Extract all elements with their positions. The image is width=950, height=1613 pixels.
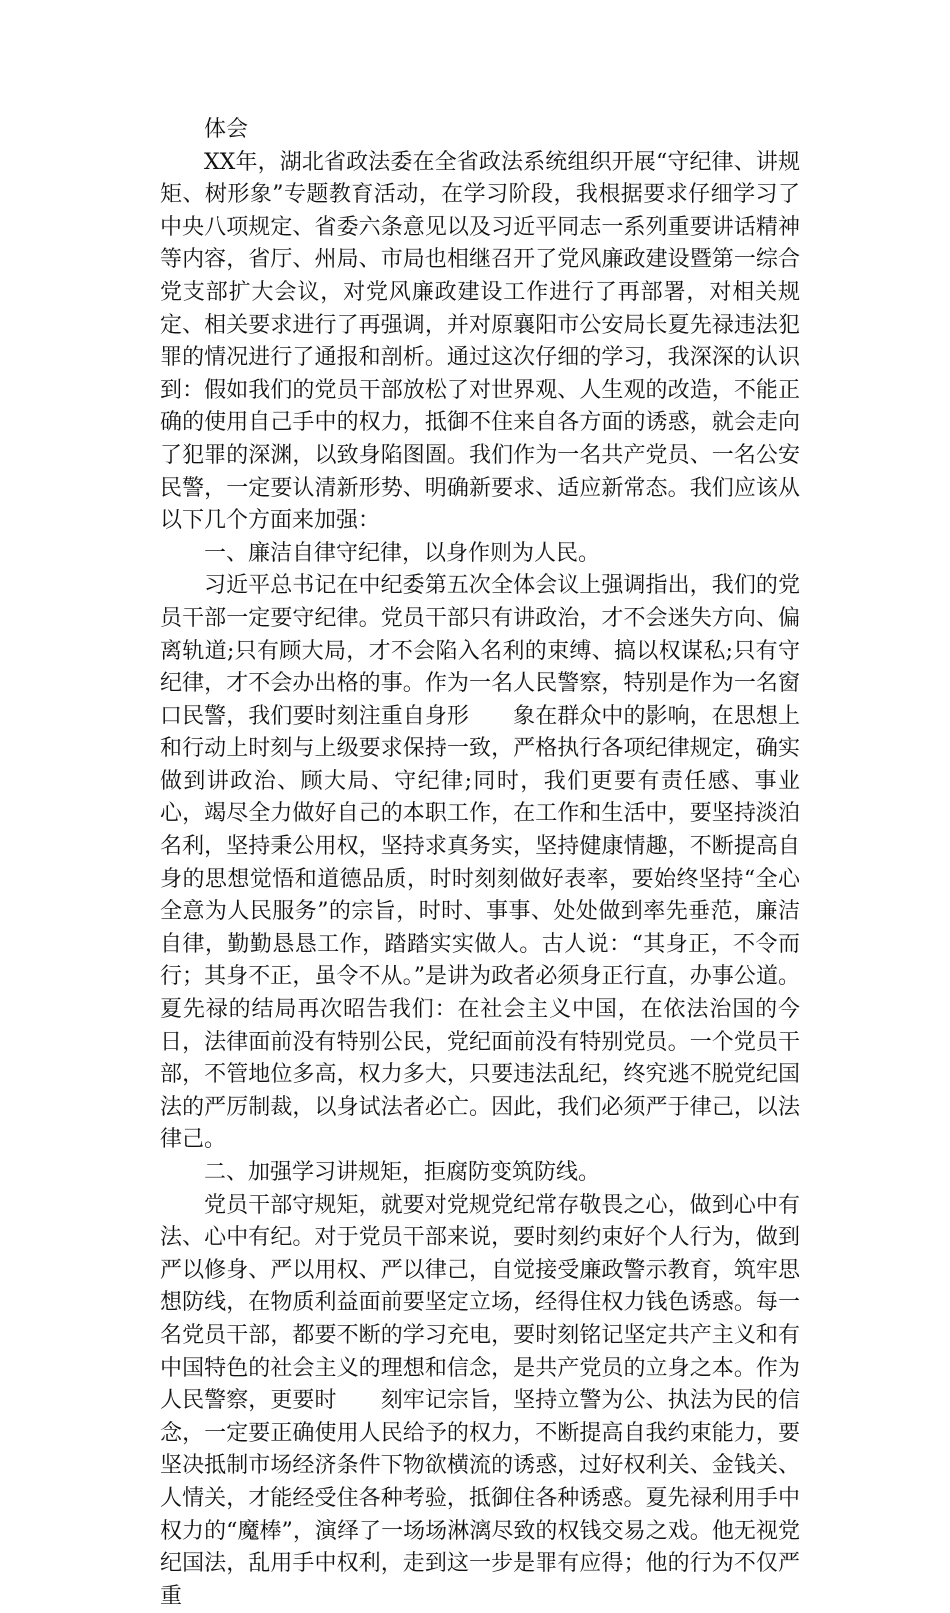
section-paragraph-1: 习近平总书记在中纪委第五次全体会议上强调指出，我们的党员干部一定要守纪律。党员干部只有讲政治，才不会迷失方向、偏离轨道;只有顾大局，才不会陷入名利的束缚、搞以权谋私;只有守纪律，才不会办出格的事。作为一名人民警察，特别是作为一名窗口民警，我们要时刻注重自身形 象在群众中的影响，在思想上和行动上时刻与上级要求保持一致，严格执行各项纪律规定，确实做到讲政治、顾大局、守纪律;同时，我们更要有责任感、事业心，竭尽全力做好自己的本职工作，在工作和生活中，要坚持淡泊名利，坚持秉公用权，坚持求真务实，坚持健康情趣，不断提高自身的思想觉悟和道德品质，时时刻刻做好表率，要始终坚持“全心全意为人民服务”的宗旨，时时、事事、处处做到率先垂范，廉洁自律，勤勤恳恳工作，踏踏实实做人。古人说：“其身正，不令而行；其身不正，虽令不从。”是讲为政者必须身正行直，办事公道。夏先禄的结局再次昭告我们：在社会主义中国，在依法治国的今日，法律面前没有特别公民，党纪面前没有特别党员。一个党员干部，不管地位多高，权力多大，只要违法乱纪，终究逃不脱党纪国法的严厉制裁，以身试法者必亡。因此，我们必须严于律己，以法律己。 <box>160 573 800 1153</box>
section-heading-2: 二、加强学习讲规矩，拒腐防变筑防线。 <box>204 1160 601 1185</box>
document-page <box>160 114 800 1613</box>
intro-paragraph: XX年，湖北省政法委在全省政法系统组织开展“守纪律、讲规矩、树形象”专题教育活动，在学习阶段，我根据要求仔细学习了中央八项规定、省委六条意见以及习近平同志一系列重要讲话精神等内容，省厅、州局、市局也相继召开了党风廉政建设暨第一综合党支部扩大会议，对党风廉政建设工作进行了再部署，对相关规定、相关要求进行了再强调，并对原襄阳市公安局长夏先禄违法犯罪的情况进行了通报和剖析。通过这次仔细的学习，我深深的认识到：假如我们的党员干部放松了对世界观、人生观的改造，不能正确的使用自己手中的权力，抵御不住来自各方面的诱惑，就会走向了犯罪的深渊，以致身陷图圄。我们作为一名共产党员、一名公安民警，一定要认清新形势、明确新要求、适应新常态。我们应该从以下几个方面来加强： <box>160 149 800 534</box>
document-title: 体会 <box>204 117 249 142</box>
section-heading-1: 一、廉洁自律守纪律，以身作则为人民。 <box>204 540 601 566</box>
section-paragraph-2: 党员干部守规矩，就要对党规党纪常存敬畏之心，做到心中有法、心中有纪。对于党员干部来说，要时刻约束好个人行为，做到严以修身、严以用权、严以律己，自觉接受廉政警示教育，筑牢思想防线，在物质利益面前要坚定立场，经得住权力钱色诱惑。每一名党员干部，都要不断的学习充电，要时刻铭记坚定共产主义和有中国特色的社会主义的理想和信念，是共产党员的立身之本。作为人民警察，更要时 刻牢记宗旨，坚持立警为公、执法为民的信念，一定要正确使用人民给予的权力，不断提高自我约束能力，要坚决抵制市场经济条件下物欲横流的诱惑，过好权利关、金钱关、人情关，才能经受住各种考验，抵御住各种诱惑。夏先禄利用手中权力的“魔棒”，演绎了一场场淋漓尽致的权钱交易之戏。他无视党纪国法，乱用手中权利，走到这一步是罪有应得；他的行为不仅严重 <box>160 1192 800 1609</box>
